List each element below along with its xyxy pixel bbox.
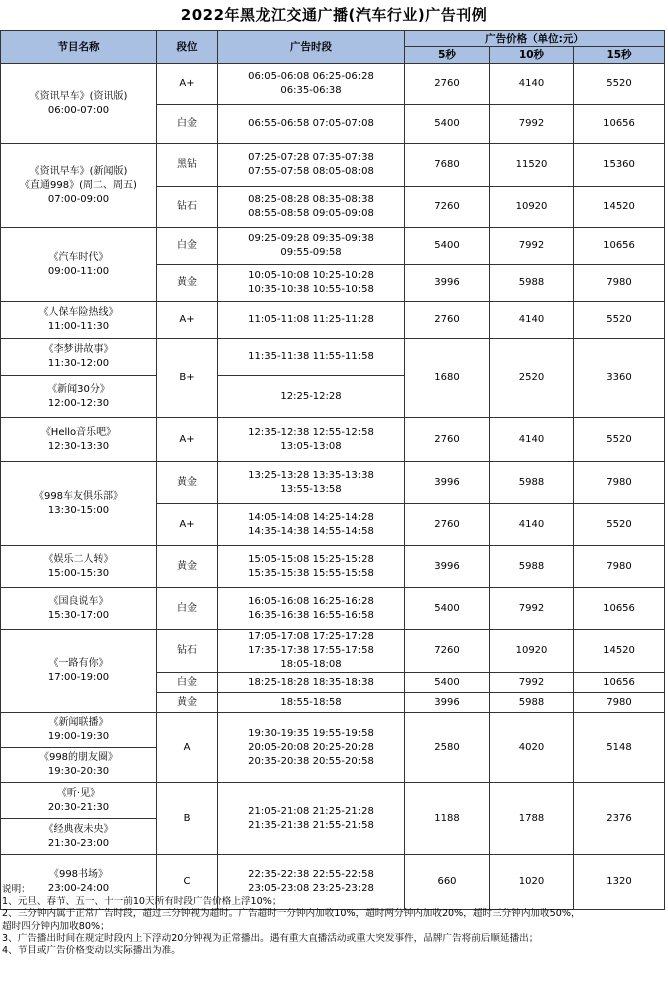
- price-15s: 10656: [574, 105, 665, 144]
- level-cell: A+: [157, 504, 218, 546]
- price-5s: 1188: [405, 783, 490, 855]
- price-5s: 3996: [405, 546, 490, 588]
- price-10s: 4140: [490, 302, 574, 339]
- price-15s: 5520: [574, 418, 665, 462]
- price-10s: 5988: [490, 546, 574, 588]
- level-cell: A: [157, 713, 218, 783]
- price-15s: 7980: [574, 462, 665, 504]
- slot-cell: 09:25-09:28 09:35-09:38 09:55-09:58: [218, 228, 405, 265]
- price-10s: 5988: [490, 693, 574, 713]
- notes-heading: 说明：: [2, 884, 31, 895]
- slot-cell: 13:25-13:28 13:35-13:38 13:55-13:58: [218, 462, 405, 504]
- level-cell: 黄金: [157, 265, 218, 302]
- price-5s: 1680: [405, 339, 490, 418]
- note-line: 超时四分钟内加收80%；: [2, 920, 110, 932]
- notes: [2, 884, 666, 957]
- header-price: 广告价格（单位:元）: [405, 31, 665, 47]
- program-cell: 《998的朋友圈》 19:30-20:30: [1, 748, 157, 783]
- note-line: 4、节目或广告价格变动以实际播出为准。: [2, 945, 181, 957]
- note-line: 1、元旦、春节、五一、十一前10天所有时段广告价格上浮10%；: [2, 896, 282, 908]
- price-10s: 10920: [490, 187, 574, 228]
- price-5s: 5400: [405, 228, 490, 265]
- price-15s: 15360: [574, 144, 665, 187]
- level-cell: 黑钻: [157, 144, 218, 187]
- slot-cell: 06:05-06:08 06:25-06:28 06:35-06:38: [218, 64, 405, 105]
- slot-cell: 18:55-18:58: [218, 693, 405, 713]
- rate-table: [0, 30, 665, 910]
- price-15s: 1320: [574, 855, 665, 910]
- price-10s: 5988: [490, 462, 574, 504]
- slot-cell: 18:25-18:28 18:35-18:38: [218, 673, 405, 693]
- price-10s: 10920: [490, 630, 574, 673]
- slot-cell: 14:05-14:08 14:25-14:28 14:35-14:38 14:55-14:58: [218, 504, 405, 546]
- header-5s: 5秒: [405, 47, 490, 64]
- slot-cell: 12:35-12:38 12:55-12:58 13:05-13:08: [218, 418, 405, 462]
- slot-cell: 19:30-19:35 19:55-19:58 20:05-20:08 20:25-20:28 20:35-20:38 20:55-20:58: [218, 713, 405, 783]
- price-5s: 2580: [405, 713, 490, 783]
- level-cell: A+: [157, 64, 218, 105]
- price-5s: 3996: [405, 462, 490, 504]
- program-cell: 《998车友俱乐部》 13:30-15:00: [1, 462, 157, 546]
- slot-cell: 12:25-12:28: [218, 376, 405, 418]
- level-cell: 白金: [157, 673, 218, 693]
- level-cell: 黄金: [157, 693, 218, 713]
- program-cell: 《娱乐二人转》 15:00-15:30: [1, 546, 157, 588]
- header-10s: 10秒: [490, 47, 574, 64]
- price-5s: 660: [405, 855, 490, 910]
- level-cell: 白金: [157, 105, 218, 144]
- page-title: 2022年黑龙江交通广播(汽车行业)广告刊例: [180, 6, 488, 24]
- price-15s: 14520: [574, 187, 665, 228]
- level-cell: B+: [157, 339, 218, 418]
- price-10s: 4140: [490, 504, 574, 546]
- slot-cell: 15:05-15:08 15:25-15:28 15:35-15:38 15:55-15:58: [218, 546, 405, 588]
- level-cell: 钻石: [157, 187, 218, 228]
- price-15s: 7980: [574, 265, 665, 302]
- price-15s: 14520: [574, 630, 665, 673]
- price-10s: 4140: [490, 418, 574, 462]
- program-cell: 《听·见》 20:30-21:30: [1, 783, 157, 819]
- level-cell: C: [157, 855, 218, 910]
- price-15s: 5148: [574, 713, 665, 783]
- slot-cell: 07:25-07:28 07:35-07:38 07:55-07:58 08:05-08:08: [218, 144, 405, 187]
- price-5s: 7260: [405, 630, 490, 673]
- level-cell: 钻石: [157, 630, 218, 673]
- program-cell: 《李梦讲故事》 11:30-12:00: [1, 339, 157, 376]
- program-cell: 《资讯早车》(新闻版) 《直通998》(周二、周五) 07:00-09:00: [1, 144, 157, 228]
- slot-cell: 10:05-10:08 10:25-10:28 10:35-10:38 10:55-10:58: [218, 265, 405, 302]
- price-10s: 7992: [490, 673, 574, 693]
- price-15s: 7980: [574, 546, 665, 588]
- header-level: 段位: [157, 31, 218, 64]
- program-cell: 《新闻30分》 12:00-12:30: [1, 376, 157, 418]
- note-line: 3、广告播出时间在规定时段内上下浮动20分钟视为正常播出。遇有重大直播活动或重大突发事件，品牌广告将前后顺延播出；: [2, 932, 539, 944]
- price-10s: 4020: [490, 713, 574, 783]
- level-cell: 白金: [157, 228, 218, 265]
- price-10s: 7992: [490, 588, 574, 630]
- price-5s: 5400: [405, 588, 490, 630]
- program-cell: 《Hello音乐吧》 12:30-13:30: [1, 418, 157, 462]
- slot-cell: 22:35-22:38 22:55-22:58 23:05-23:08 23:25-23:28: [218, 855, 405, 910]
- header-slot: 广告时段: [218, 31, 405, 64]
- slot-cell: 11:35-11:38 11:55-11:58: [218, 339, 405, 376]
- level-cell: A+: [157, 418, 218, 462]
- program-cell: 《国良说车》 15:30-17:00: [1, 588, 157, 630]
- price-5s: 5400: [405, 673, 490, 693]
- header-program: 节目名称: [1, 31, 157, 64]
- slot-cell: 17:05-17:08 17:25-17:28 17:35-17:38 17:55-17:58 18:05-18:08: [218, 630, 405, 673]
- level-cell: 黄金: [157, 546, 218, 588]
- level-cell: B: [157, 783, 218, 855]
- level-cell: 黄金: [157, 462, 218, 504]
- price-15s: 10656: [574, 588, 665, 630]
- price-10s: 1020: [490, 855, 574, 910]
- price-15s: 5520: [574, 504, 665, 546]
- price-15s: 7980: [574, 693, 665, 713]
- price-5s: 7260: [405, 187, 490, 228]
- price-15s: 3360: [574, 339, 665, 418]
- price-10s: 7992: [490, 105, 574, 144]
- price-5s: 3996: [405, 265, 490, 302]
- price-10s: 7992: [490, 228, 574, 265]
- slot-cell: 06:55-06:58 07:05-07:08: [218, 105, 405, 144]
- program-cell: 《新闻联播》 19:00-19:30: [1, 713, 157, 748]
- program-cell: 《人保车险热线》 11:00-11:30: [1, 302, 157, 339]
- program-cell: 《一路有你》 17:00-19:00: [1, 630, 157, 713]
- program-cell: 《汽车时代》 09:00-11:00: [1, 228, 157, 302]
- price-5s: 2760: [405, 302, 490, 339]
- price-5s: 5400: [405, 105, 490, 144]
- price-10s: 4140: [490, 64, 574, 105]
- price-15s: 2376: [574, 783, 665, 855]
- price-15s: 10656: [574, 228, 665, 265]
- price-5s: 7680: [405, 144, 490, 187]
- price-10s: 1788: [490, 783, 574, 855]
- price-15s: 10656: [574, 673, 665, 693]
- price-10s: 11520: [490, 144, 574, 187]
- level-cell: A+: [157, 302, 218, 339]
- price-5s: 3996: [405, 693, 490, 713]
- header-15s: 15秒: [574, 47, 665, 64]
- note-line: 2、三分钟内属于正常广告时段，超过三分钟视为超时。广告超时一分钟内加收10%，超时两分钟内加收20%，超时三分钟内加收50%，: [2, 908, 581, 920]
- price-10s: 5988: [490, 265, 574, 302]
- slot-cell: 11:05-11:08 11:25-11:28: [218, 302, 405, 339]
- price-15s: 5520: [574, 64, 665, 105]
- price-15s: 5520: [574, 302, 665, 339]
- slot-cell: 21:05-21:08 21:25-21:28 21:35-21:38 21:55-21:58: [218, 783, 405, 855]
- program-cell: 《经典夜未央》 21:30-23:00: [1, 819, 157, 855]
- price-5s: 2760: [405, 504, 490, 546]
- program-cell: 《资讯早车》(资讯版) 06:00-07:00: [1, 64, 157, 144]
- slot-cell: 16:05-16:08 16:25-16:28 16:35-16:38 16:55-16:58: [218, 588, 405, 630]
- price-10s: 2520: [490, 339, 574, 418]
- slot-cell: 08:25-08:28 08:35-08:38 08:55-08:58 09:05-09:08: [218, 187, 405, 228]
- price-5s: 2760: [405, 418, 490, 462]
- program-cell: 《998书场》 23:00-24:00: [1, 855, 157, 910]
- price-5s: 2760: [405, 64, 490, 105]
- level-cell: 白金: [157, 588, 218, 630]
